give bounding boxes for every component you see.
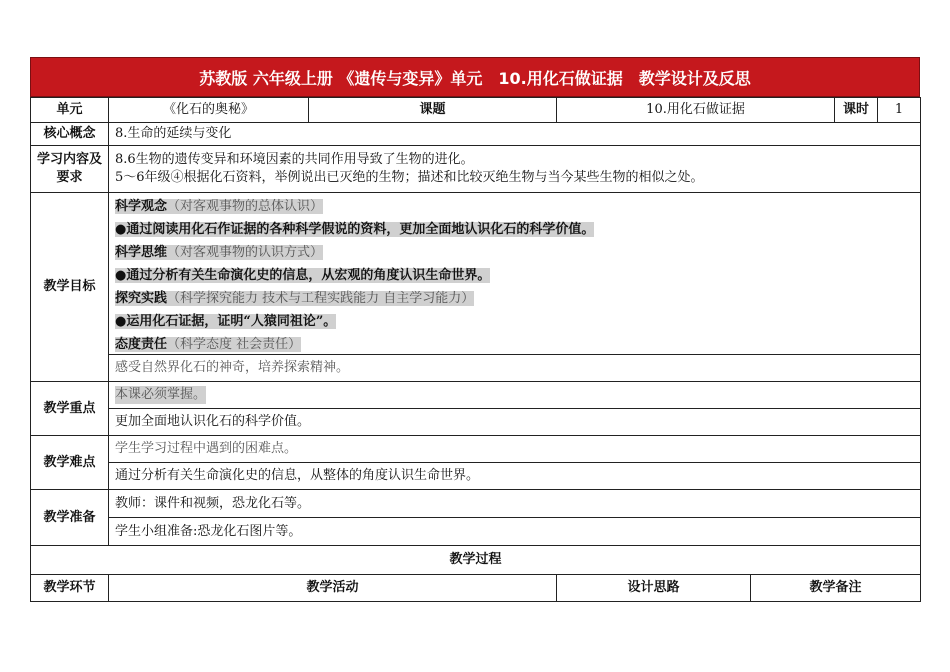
difficult-points-text: 通过分析有关生命演化史的信息，从整体的角度认识生命世界。 — [115, 468, 480, 483]
key-points-hint: 本课必须掌握。 — [115, 387, 207, 402]
difficult-points-cell — [109, 436, 921, 490]
period-value: 1 — [894, 102, 904, 117]
attitude-heading: 态度责任（科学态度 社会责任） — [115, 337, 302, 352]
topic-value: 10.用化石做证据 — [557, 98, 835, 123]
key-points-row — [31, 382, 921, 436]
objectives-row — [31, 193, 921, 382]
content-requirements-label: 学习内容及要求 — [31, 146, 109, 193]
lesson-plan-sheet — [30, 57, 920, 602]
preparation-students: 学生小组准备:恐龙化石图片等。 — [115, 523, 302, 539]
attitude-text: 感受自然界化石的神奇，培养探索精神。 — [115, 360, 350, 375]
inquiry-heading: 探究实践（科学探究能力 技术与工程实践能力 自主学习能力） — [115, 291, 475, 306]
key-points-cell — [109, 382, 921, 436]
process-col-activity: 教学活动 — [109, 575, 557, 602]
core-concept-label: 核心概念 — [31, 123, 109, 146]
period-label: 课时 — [835, 98, 878, 122]
content-requirements-value — [109, 146, 921, 193]
process-col-notes: 教学备注 — [751, 575, 921, 602]
sci-thinking-heading: 科学思维（对客观事物的认识方式） — [115, 245, 324, 260]
period-cell — [835, 98, 921, 123]
sci-concept-text: ●通过阅读用化石作证据的各种科学假说的资料，更加全面地认识化石的科学价值。 — [115, 222, 595, 237]
objectives-cell — [109, 193, 921, 382]
content-requirement-line-2: 5～6年级④根据化石资料，举例说出已灭绝的生物；描述和比较灭绝生物与当今某些生物的相似之处。 — [115, 170, 704, 185]
sci-concept-heading: 科学观念（对客观事物的总体认识） — [115, 199, 324, 214]
difficult-points-label: 教学难点 — [31, 436, 109, 490]
document-title: 苏教版 六年级上册 《遗传与变异》单元 10.用化石做证据 教学设计及反思 — [30, 57, 920, 97]
objectives-label: 教学目标 — [31, 193, 109, 382]
difficult-points-hint: 学生学习过程中遇到的困难点。 — [109, 436, 920, 463]
topic-label: 课题 — [309, 98, 557, 123]
preparation-row — [31, 490, 921, 546]
content-requirements-row — [31, 146, 921, 193]
unit-label: 单元 — [31, 98, 109, 123]
preparation-teacher: 教师：课件和视频，恐龙化石等。 — [109, 490, 920, 518]
info-row — [31, 98, 921, 123]
lesson-plan-table — [30, 97, 921, 602]
core-concept-row — [31, 123, 921, 146]
process-col-stage: 教学环节 — [31, 575, 109, 602]
process-title: 教学过程 — [31, 546, 921, 575]
core-concept-value: 8.生命的延续与变化 — [109, 123, 921, 146]
process-col-design: 设计思路 — [557, 575, 751, 602]
sci-thinking-text: ●通过分析有关生命演化史的信息，从宏观的角度认识生命世界。 — [115, 268, 491, 283]
process-header-row — [31, 575, 921, 602]
process-title-row — [31, 546, 921, 575]
difficult-points-row — [31, 436, 921, 490]
key-points-label: 教学重点 — [31, 382, 109, 436]
preparation-label: 教学准备 — [31, 490, 109, 546]
inquiry-text: ●运用化石证据，证明“人猿同祖论”。 — [115, 314, 337, 329]
unit-value: 《化石的奥秘》 — [109, 98, 309, 123]
content-requirement-line-1: 8.6生物的遗传变异和环境因素的共同作用导致了生物的进化。 — [115, 152, 474, 167]
key-points-text: 更加全面地认识化石的科学价值。 — [115, 414, 311, 429]
preparation-cell — [109, 490, 921, 546]
